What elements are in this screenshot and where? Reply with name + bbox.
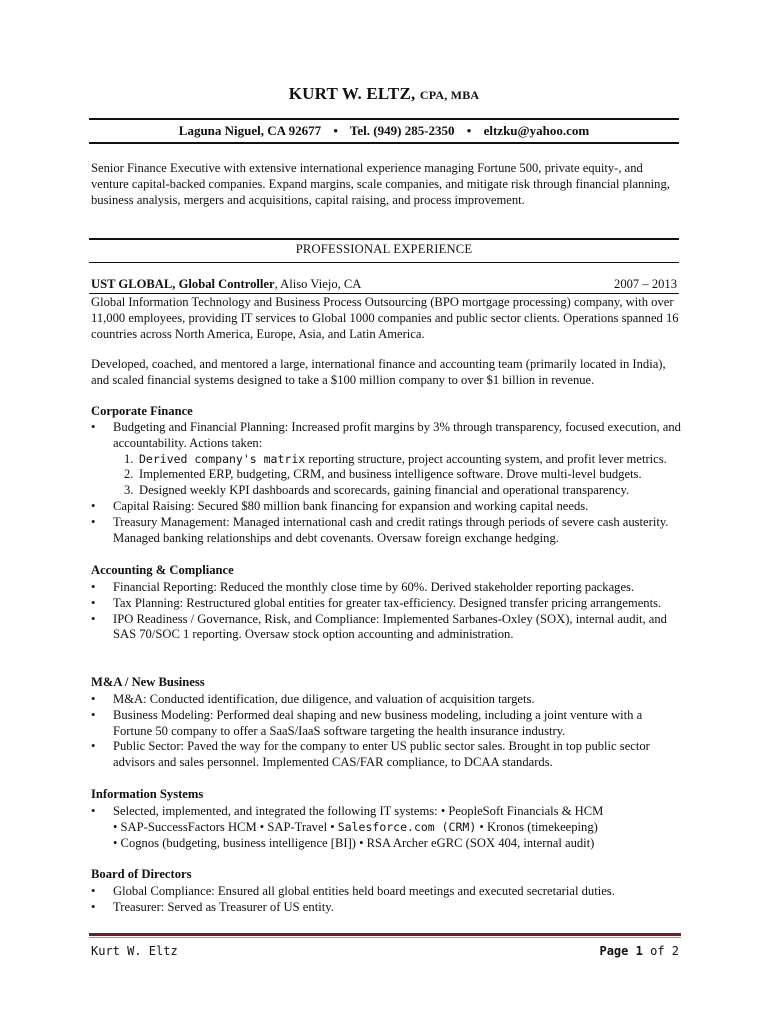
item-text: Budgeting and Financial Planning: Increased profit margins by 3% through transparency, focused execution, and accountability. Actions taken:: [113, 420, 681, 450]
list-item: • Financial Reporting: Reduced the monthly close time by 60%. Derived stakeholder reporting packages.: [91, 580, 681, 596]
list-item: [91, 420, 681, 499]
accounting-list: [91, 580, 681, 643]
systems-text-styled: Salesforce.com (CRM): [337, 819, 477, 834]
phone: Tel. (949) 285-2350: [349, 123, 455, 138]
contact-line: [0, 123, 768, 139]
list-item: [113, 467, 681, 483]
list-item: • Tax Planning: Restructured global entities for greater tax-efficiency. Designed transfer pricing arrangements.: [91, 596, 681, 612]
systems-line: • Cognos (budgeting, business intelligence [BI]) • RSA Archer eGRC (SOX 404, internal audit): [113, 835, 595, 850]
job-rule: [89, 293, 679, 294]
board-list: [91, 884, 681, 916]
systems-line: • Selected, implemented, and integrated the following IT systems: • PeopleSoft Financials & HCM: [113, 804, 604, 818]
item-text-styled: Derived company's matrix: [139, 451, 306, 466]
candidate-name: [0, 86, 768, 104]
summary: Senior Finance Executive with extensive international experience managing Fortune 500, private equity-, and venture capital-backed companies. Expand margins, scale companies, and mitigate risk through financial planning, business analysis, mergers and acquisitions, capital raising, and process improvement.: [91, 161, 670, 207]
credentials: CPA, MBA: [419, 88, 480, 102]
name-text: KURT W. ELTZ,: [288, 84, 416, 103]
list-item: • Capital Raising: Secured $80 million bank financing for expansion and working capital needs.: [91, 499, 681, 515]
footer-rule-thin: [89, 937, 681, 938]
systems-text: • SAP-SuccessFactors HCM • SAP-Travel •: [113, 819, 338, 834]
list-item: [113, 483, 681, 499]
list-item: • Public Sector: Paved the way for the company to enter US public sector sales. Brought in top public sector advisors and sales personnel. Implemented CAS/FAR compliance, to DCAA standards.: [91, 739, 681, 771]
list-item: • Global Compliance: Ensured all global entities held board meetings and executed secretarial duties.: [91, 884, 681, 900]
heading-board: Board of Directors: [91, 867, 192, 881]
mna-list: [91, 692, 681, 771]
heading-information-systems: Information Systems: [91, 787, 204, 801]
job-description: Global Information Technology and Business Process Outsourcing (BPO mortgage processing) company, with over 11,000 employees, providing IT services to Global 1000 companies and public sector clients. Operations spanned 16 countries across North America, Europe, Asia, and Latin America.: [91, 295, 679, 341]
item-text: reporting structure, project accounting system, and profit lever metrics.: [305, 451, 667, 466]
list-item: [113, 452, 681, 468]
list-item: • Treasurer: Served as Treasurer of US entity.: [91, 900, 681, 916]
header-rule-top: [89, 118, 679, 120]
job-company-title: UST GLOBAL, Global Controller: [91, 277, 275, 291]
list-item: • Business Modeling: Performed deal shaping and new business modeling, including a joint venture with a Fortune 50 company to offer a SaaS/IaaS software targeting the health insurance industry.: [91, 708, 681, 740]
job-dates: 2007 – 2013: [614, 277, 677, 291]
item-number: 2.: [124, 467, 134, 482]
page-current: 1: [635, 944, 643, 958]
section-rule-bottom: [89, 262, 679, 263]
section-title: PROFESSIONAL EXPERIENCE: [295, 242, 473, 256]
item-text: Designed weekly KPI dashboards and scorecards, gaining financial and operational transparency.: [139, 483, 630, 498]
page-label: Page: [599, 944, 629, 958]
item-text: Implemented ERP, budgeting, CRM, and business intelligence software. Drove multi-level budgets.: [139, 467, 642, 482]
systems-list: [91, 804, 681, 851]
job-overview: Developed, coached, and mentored a large, international finance and accounting team (primarily located in India), and scaled financial systems designed to take a $100 million company to over $1 billion in revenue.: [91, 357, 666, 387]
action-list: [113, 452, 681, 499]
list-item: [91, 804, 681, 851]
heading-corporate-finance: Corporate Finance: [91, 404, 193, 418]
separator: •: [466, 123, 472, 138]
list-item: • IPO Readiness / Governance, Risk, and Compliance: Implemented Sarbanes-Oxley (SOX), internal audit, and SAS 70/SOC 1 reporting. Oversaw stock option accounting and administration.: [91, 612, 681, 644]
systems-text: • Kronos (timekeeping): [476, 819, 598, 834]
list-item: • Treasury Management: Managed international cash and credit ratings through periods of severe cash austerity. Managed banking relationships and debt covenants. Oversaw foreign exchange hedging.: [91, 515, 681, 547]
job-location: , Aliso Viejo, CA: [274, 277, 362, 291]
corporate-finance-list: [91, 420, 681, 546]
list-item: • M&A: Conducted identification, due diligence, and valuation of acquisition targets.: [91, 692, 681, 708]
item-number: 3.: [124, 483, 134, 498]
separator: •: [333, 123, 338, 138]
footer-name: Kurt W. Eltz: [91, 944, 178, 958]
footer-rule: [89, 933, 681, 936]
heading-mna: M&A / New Business: [91, 675, 205, 689]
section-rule-top: [89, 238, 679, 240]
location: Laguna Niguel, CA 92677: [178, 123, 322, 138]
email-link[interactable]: eltzku@yahoo.com: [483, 123, 590, 138]
header-rule-bottom: [89, 142, 679, 144]
systems-line: [113, 820, 681, 836]
heading-accounting: Accounting & Compliance: [91, 563, 234, 577]
page-number: [599, 944, 679, 960]
job-header: [91, 277, 677, 293]
item-number: 1.: [124, 451, 134, 466]
page-total: of 2: [650, 944, 679, 958]
